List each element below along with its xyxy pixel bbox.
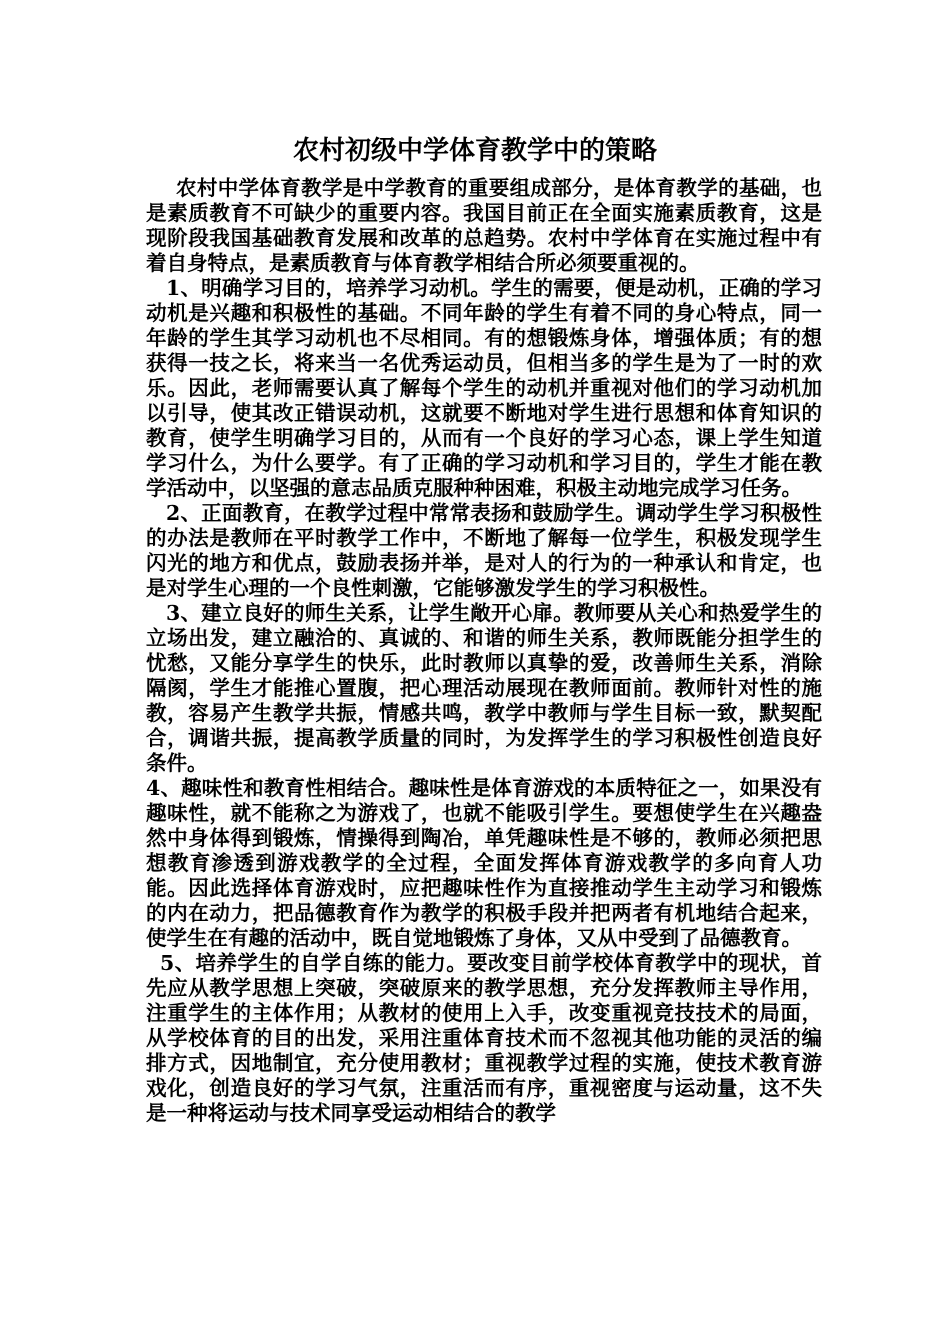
document-body (146, 176, 822, 1126)
paragraph-4: 4、趣味性和教育性相结合。趣味性是体育游戏的本质特征之一，如果没有趣味性，就不能称之为游戏了，也就不能吸引学生。要想使学生在兴趣盎然中身体得到锻炼，情操得到陶冶，单凭趣味性是不够的，教师必须把思想教育渗透到游戏教学的全过程，全面发挥体育游戏教学的多向育人功能。因此选择体育游戏时，应把趣味性作为直接推动学生主动学习和锻炼的内在动力，把品德教育作为教学的积极手段并把两者有机地结合起来，使学生在有趣的活动中，既自觉地锻炼了身体，又从中受到了品德教育。 (146, 776, 822, 950)
document-title: 农村初级中学体育教学中的策略 (292, 136, 657, 166)
paragraph-5: 5、培养学生的自学自练的能力。要改变目前学校体育教学中的现状，首先应从教学思想上突破，突破原来的教学思想，充分发挥教师主导作用，注重学生的主体作用；从教材的使用上入手，改变重视竞技技术的局面，从学校体育的目的出发，采用注重体育技术而不忽视其他功能的灵活的编排方式，因地制宜，充分使用教材；重视教学过程的实施，使技术教育游戏化，创造良好的学习气氛，注重活而有序，重视密度与运动量，这不失是一种将运动与技术同享受运动相结合的教学 (146, 951, 822, 1125)
paragraph-1: 1、明确学习目的，培养学习动机。学生的需要，便是动机，正确的学习动机是兴趣和积极性的基础。不同年龄的学生有着不同的身心特点，同一年龄的学生其学习动机也不尽相同。有的想锻炼身体，增强体质；有的想获得一技之长，将来当一名优秀运动员，但相当多的学生是为了一时的欢乐。因此，老师需要认真了解每个学生的动机并重视对他们的学习动机加以引导，使其改正错误动机，这就要不断地对学生进行思想和体育知识的教育，使学生明确学习目的，从而有一个良好的学习心态，课上学生知道学习什么，为什么要学。有了正确的学习动机和学习目的，学生才能在教学活动中，以坚强的意志品质克服种种困难，积极主动地完成学习任务。 (146, 276, 822, 500)
paragraph-2: 2、正面教育，在教学过程中常常表扬和鼓励学生。调动学生学习积极性的办法是教师在平时教学工作中，不断地了解每一位学生，积极发现学生闪光的地方和优点，鼓励表扬并举，是对人的行为的一种承认和肯定，也是对学生心理的一个良性刺激，它能够激发学生的学习积极性。 (146, 501, 822, 600)
intro-paragraph: 农村中学体育教学是中学教育的重要组成部分，是体育教学的基础，也是素质教育不可缺少的重要内容。我国目前正在全面实施素质教育，这是现阶段我国基础教育发展和改革的总趋势。农村中学体育在实施过程中有着自身特点，是素质教育与体育教学相结合所必须要重视的。 (146, 176, 822, 275)
paragraph-3: 3、建立良好的师生关系，让学生敞开心扉。教师要从关心和热爱学生的立场出发，建立融洽的、真诚的、和谐的师生关系，教师既能分担学生的忧愁，又能分享学生的快乐，此时教师以真挚的爱，改善师生关系，消除隔阂，学生才能推心置腹，把心理活动展现在教师面前。教师针对性的施教，容易产生教学共振，情感共鸣，教学中教师与学生目标一致，默契配合，调谐共振，提高教学质量的同时，为发挥学生的学习积极性创造良好条件。 (146, 601, 822, 775)
